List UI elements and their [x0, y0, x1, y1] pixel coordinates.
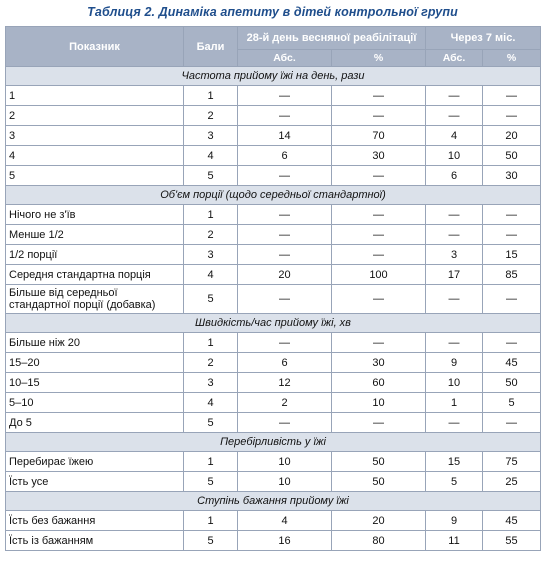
abs-day28-cell: — — [238, 245, 332, 265]
row-label: 10–15 — [6, 373, 184, 393]
pct-day28-cell: 20 — [332, 511, 426, 531]
pct-7mo-cell: 20 — [483, 126, 541, 146]
pct-7mo-cell: 25 — [483, 472, 541, 492]
table-row — [6, 472, 541, 492]
points-cell: 4 — [184, 393, 238, 413]
pct-7mo-cell: 85 — [483, 265, 541, 285]
pct-day28-cell: — — [332, 245, 426, 265]
abs-day28-cell: 2 — [238, 393, 332, 413]
abs-7mo-cell: — — [426, 333, 483, 353]
abs-7mo-cell: — — [426, 225, 483, 245]
row-label: Їсть без бажання — [6, 511, 184, 531]
pct-7mo-cell: — — [483, 106, 541, 126]
pct-7mo-cell: 50 — [483, 373, 541, 393]
abs-day28-cell: 16 — [238, 531, 332, 551]
section-title: Ступінь бажання прийому їжі — [6, 492, 541, 511]
abs-day28-cell: — — [238, 166, 332, 186]
section-title: Перебірливість у їжі — [6, 433, 541, 452]
pct-7mo-cell: — — [483, 86, 541, 106]
abs-7mo-cell: — — [426, 106, 483, 126]
abs-day28-cell: 14 — [238, 126, 332, 146]
header-abs-1: Абс. — [238, 50, 332, 67]
points-cell: 1 — [184, 452, 238, 472]
row-label: 2 — [6, 106, 184, 126]
abs-7mo-cell: — — [426, 86, 483, 106]
section-title: Швидкість/час прийому їжі, хв — [6, 314, 541, 333]
points-cell: 3 — [184, 245, 238, 265]
table-row — [6, 353, 541, 373]
pct-7mo-cell: 55 — [483, 531, 541, 551]
table-row — [6, 265, 541, 285]
points-cell: 1 — [184, 333, 238, 353]
table-row — [6, 333, 541, 353]
row-label: Більше ніж 20 — [6, 333, 184, 353]
abs-7mo-cell: 10 — [426, 146, 483, 166]
pct-7mo-cell: 50 — [483, 146, 541, 166]
pct-7mo-cell: — — [483, 205, 541, 225]
pct-day28-cell: — — [332, 413, 426, 433]
row-label: Їсть усе — [6, 472, 184, 492]
row-label: 4 — [6, 146, 184, 166]
section-header-row — [6, 492, 541, 511]
section-header-row — [6, 67, 541, 86]
abs-7mo-cell: 15 — [426, 452, 483, 472]
header-indicator: Показник — [6, 27, 184, 67]
pct-day28-cell: — — [332, 86, 426, 106]
abs-7mo-cell: 4 — [426, 126, 483, 146]
pct-day28-cell: — — [332, 106, 426, 126]
points-cell: 5 — [184, 531, 238, 551]
points-cell: 3 — [184, 126, 238, 146]
row-label: Менше 1/2 — [6, 225, 184, 245]
abs-day28-cell: — — [238, 106, 332, 126]
abs-7mo-cell: — — [426, 413, 483, 433]
row-label: Їсть із бажанням — [6, 531, 184, 551]
points-cell: 2 — [184, 106, 238, 126]
points-cell: 5 — [184, 413, 238, 433]
pct-day28-cell: 30 — [332, 146, 426, 166]
table-row — [6, 285, 541, 314]
abs-day28-cell: 20 — [238, 265, 332, 285]
table-row — [6, 511, 541, 531]
points-cell: 4 — [184, 265, 238, 285]
row-label: 1/2 порції — [6, 245, 184, 265]
pct-7mo-cell: — — [483, 413, 541, 433]
pct-day28-cell: 70 — [332, 126, 426, 146]
points-cell: 5 — [184, 166, 238, 186]
abs-7mo-cell: 11 — [426, 531, 483, 551]
abs-7mo-cell: — — [426, 205, 483, 225]
points-cell: 3 — [184, 373, 238, 393]
abs-day28-cell: 6 — [238, 146, 332, 166]
pct-day28-cell: 60 — [332, 373, 426, 393]
pct-day28-cell: 100 — [332, 265, 426, 285]
table-row — [6, 245, 541, 265]
table-row — [6, 225, 541, 245]
header-pct-1: % — [332, 50, 426, 67]
row-label: 3 — [6, 126, 184, 146]
row-label: Перебирає їжею — [6, 452, 184, 472]
abs-day28-cell: — — [238, 285, 332, 314]
table-row — [6, 373, 541, 393]
table-header — [6, 27, 541, 67]
pct-7mo-cell: — — [483, 285, 541, 314]
pct-7mo-cell: — — [483, 333, 541, 353]
abs-day28-cell: 10 — [238, 472, 332, 492]
pct-7mo-cell: 15 — [483, 245, 541, 265]
section-header-row — [6, 314, 541, 333]
pct-7mo-cell: 45 — [483, 353, 541, 373]
abs-day28-cell: 4 — [238, 511, 332, 531]
abs-7mo-cell: 17 — [426, 265, 483, 285]
pct-day28-cell: — — [332, 205, 426, 225]
row-label: До 5 — [6, 413, 184, 433]
abs-day28-cell: — — [238, 225, 332, 245]
points-cell: 5 — [184, 472, 238, 492]
row-label: Більше від середньої стандартної порції (добавка) — [6, 285, 184, 314]
pct-day28-cell: — — [332, 166, 426, 186]
table-row — [6, 146, 541, 166]
abs-day28-cell: — — [238, 205, 332, 225]
header-pct-2: % — [483, 50, 541, 67]
row-label: 15–20 — [6, 353, 184, 373]
pct-day28-cell: 80 — [332, 531, 426, 551]
abs-7mo-cell: 3 — [426, 245, 483, 265]
pct-day28-cell: 50 — [332, 472, 426, 492]
section-title: Об'єм порції (щодо середньої стандартної) — [6, 186, 541, 205]
pct-day28-cell: — — [332, 285, 426, 314]
table-row — [6, 166, 541, 186]
table-row — [6, 531, 541, 551]
points-cell: 1 — [184, 86, 238, 106]
abs-7mo-cell: 9 — [426, 511, 483, 531]
section-header-row — [6, 433, 541, 452]
pct-7mo-cell: 30 — [483, 166, 541, 186]
pct-day28-cell: — — [332, 333, 426, 353]
header-period2: Через 7 міс. — [426, 27, 541, 50]
header-abs-2: Абс. — [426, 50, 483, 67]
abs-day28-cell: 10 — [238, 452, 332, 472]
pct-day28-cell: 30 — [332, 353, 426, 373]
section-header-row — [6, 186, 541, 205]
table-row — [6, 126, 541, 146]
table-row — [6, 205, 541, 225]
abs-7mo-cell: 10 — [426, 373, 483, 393]
pct-7mo-cell: 45 — [483, 511, 541, 531]
header-period1: 28-й день весняної реабілітації — [238, 27, 426, 50]
abs-day28-cell: 6 — [238, 353, 332, 373]
pct-day28-cell: 10 — [332, 393, 426, 413]
row-label: 5–10 — [6, 393, 184, 413]
table-row — [6, 393, 541, 413]
table-row — [6, 452, 541, 472]
row-label: 5 — [6, 166, 184, 186]
row-label: Нічого не з'їв — [6, 205, 184, 225]
section-title: Частота прийому їжі на день, рази — [6, 67, 541, 86]
pct-day28-cell: — — [332, 225, 426, 245]
header-points: Бали — [184, 27, 238, 67]
row-label: Середня стандартна порція — [6, 265, 184, 285]
abs-7mo-cell: 5 — [426, 472, 483, 492]
points-cell: 4 — [184, 146, 238, 166]
abs-7mo-cell: 9 — [426, 353, 483, 373]
table-row — [6, 86, 541, 106]
appetite-table — [5, 26, 541, 551]
abs-day28-cell: — — [238, 333, 332, 353]
points-cell: 2 — [184, 225, 238, 245]
pct-7mo-cell: 75 — [483, 452, 541, 472]
table-row — [6, 413, 541, 433]
abs-day28-cell: — — [238, 86, 332, 106]
row-label: 1 — [6, 86, 184, 106]
table-row — [6, 106, 541, 126]
abs-7mo-cell: — — [426, 285, 483, 314]
points-cell: 1 — [184, 205, 238, 225]
abs-day28-cell: 12 — [238, 373, 332, 393]
points-cell: 2 — [184, 353, 238, 373]
abs-day28-cell: — — [238, 413, 332, 433]
pct-7mo-cell: 5 — [483, 393, 541, 413]
points-cell: 5 — [184, 285, 238, 314]
abs-7mo-cell: 1 — [426, 393, 483, 413]
pct-7mo-cell: — — [483, 225, 541, 245]
points-cell: 1 — [184, 511, 238, 531]
pct-day28-cell: 50 — [332, 452, 426, 472]
abs-7mo-cell: 6 — [426, 166, 483, 186]
table-title: Таблиця 2. Динаміка апетиту в дітей контрольної групи — [87, 5, 458, 19]
table-body — [6, 67, 541, 551]
